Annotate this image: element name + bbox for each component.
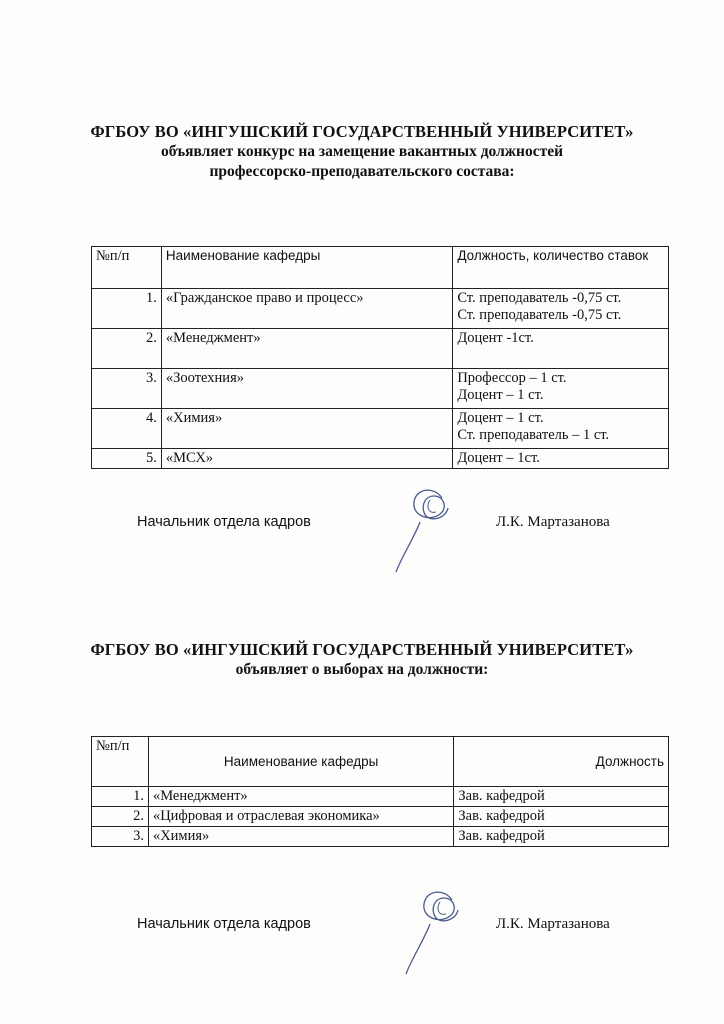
table-row — [92, 289, 669, 329]
position-line: Доцент – 1 ст. — [457, 387, 544, 403]
section1-title: ФГБОУ ВО «ИНГУШСКИЙ ГОСУДАРСТВЕННЫЙ УНИВЕРСИТЕТ» — [90, 122, 634, 141]
row-position — [453, 289, 669, 329]
signature-mark-icon — [400, 880, 470, 980]
row-num: 5. — [92, 449, 162, 469]
header-position: Должность — [454, 737, 669, 787]
position-line: Доцент -1ст. — [457, 330, 534, 346]
table-row — [92, 329, 669, 369]
row-dept: «МСХ» — [161, 449, 452, 469]
header-position: Должность, количество ставок — [453, 247, 669, 289]
row-position: Зав. кафедрой — [454, 827, 669, 847]
table-row — [92, 369, 669, 409]
row-num: 3. — [92, 827, 149, 847]
section1-subtitle-1: объявляет конкурс на замещение вакантных должностей — [160, 143, 564, 160]
position-line: Ст. преподаватель -0,75 ст. — [457, 290, 622, 306]
section1-heading — [60, 122, 664, 182]
row-position — [453, 369, 669, 409]
position-line: Доцент – 1ст. — [457, 450, 540, 466]
section1-subtitle-2: профессорско-преподавательского состава: — [209, 163, 515, 180]
table-row — [92, 449, 669, 469]
header-dept: Наименование кафедры — [161, 247, 452, 289]
signer-name: Л.К. Мартазанова — [496, 514, 610, 530]
position-line: Ст. преподаватель -0,75 ст. — [457, 307, 622, 323]
signer-title: Начальник отдела кадров — [137, 514, 311, 530]
row-dept: «Химия» — [148, 827, 453, 847]
row-position: Зав. кафедрой — [454, 807, 669, 827]
row-dept: «Менеджмент» — [148, 787, 453, 807]
row-position: Зав. кафедрой — [454, 787, 669, 807]
section2-title: ФГБОУ ВО «ИНГУШСКИЙ ГОСУДАРСТВЕННЫЙ УНИВЕРСИТЕТ» — [90, 640, 634, 659]
signer-title: Начальник отдела кадров — [137, 916, 311, 932]
row-num: 4. — [92, 409, 162, 449]
row-num: 2. — [92, 329, 162, 369]
position-line: Профессор – 1 ст. — [457, 370, 567, 386]
row-num: 1. — [92, 289, 162, 329]
row-dept: «Гражданское право и процесс» — [161, 289, 452, 329]
position-line: Доцент – 1 ст. — [457, 410, 544, 426]
row-dept: «Цифровая и отраслевая экономика» — [148, 807, 453, 827]
row-num: 3. — [92, 369, 162, 409]
elections-table — [91, 736, 669, 847]
table-row — [92, 827, 669, 847]
table-row — [92, 409, 669, 449]
section2-subtitle-1: объявляет о выборах на должности: — [235, 661, 489, 678]
row-num: 1. — [92, 787, 149, 807]
row-position — [453, 409, 669, 449]
header-dept: Наименование кафедры — [148, 737, 453, 787]
header-num: №п/п — [92, 247, 162, 289]
row-num: 2. — [92, 807, 149, 827]
row-dept: «Химия» — [161, 409, 452, 449]
signer-name: Л.К. Мартазанова — [496, 916, 610, 932]
table-row — [92, 807, 669, 827]
table-header-row — [92, 247, 669, 289]
row-dept: «Менеджмент» — [161, 329, 452, 369]
header-num: №п/п — [92, 737, 149, 787]
row-dept: «Зоотехния» — [161, 369, 452, 409]
section2-heading — [60, 640, 664, 680]
position-line: Ст. преподаватель – 1 ст. — [457, 427, 610, 443]
vacancies-table — [91, 246, 669, 469]
row-position — [453, 449, 669, 469]
row-position — [453, 329, 669, 369]
table-row — [92, 787, 669, 807]
table-header-row — [92, 737, 669, 787]
signature-mark-icon — [390, 478, 460, 578]
